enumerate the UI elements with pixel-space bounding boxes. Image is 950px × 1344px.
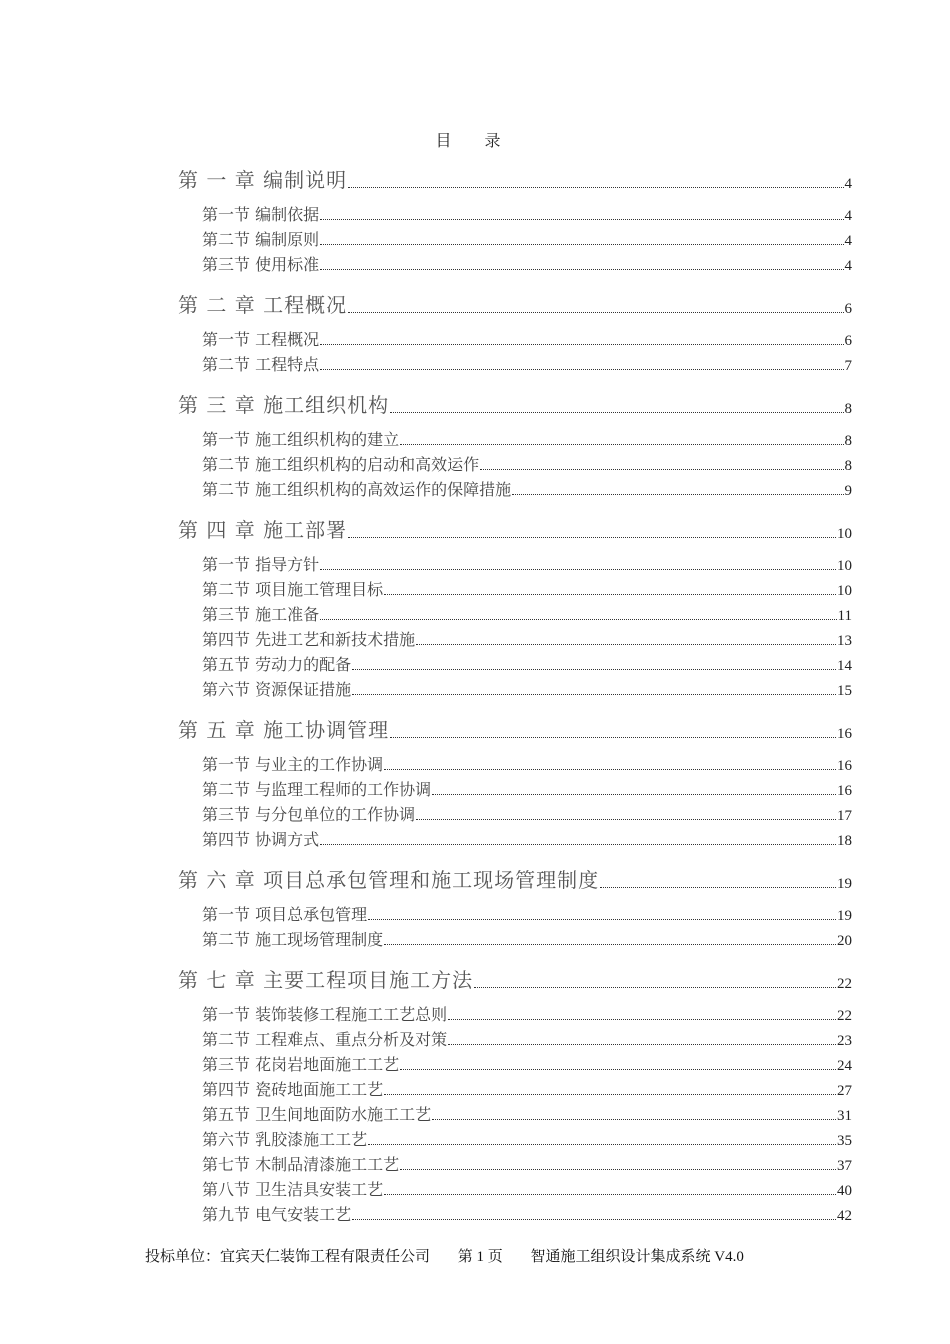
toc-entry-page: 42 [837, 1208, 852, 1224]
toc-entry-page: 37 [837, 1158, 852, 1174]
toc-chapter-entry [178, 165, 852, 193]
toc-section-entry [202, 478, 852, 500]
toc-entry-page: 8 [844, 458, 852, 474]
toc-entry-label: 第三节 使用标准 [202, 255, 320, 274]
toc-chapter-entry [178, 515, 852, 543]
toc-dot-leader [352, 669, 836, 670]
footer-system-name: 智通施工组织设计集成系统 V4.0 [530, 1249, 744, 1265]
toc-entry-label: 第 四 章 施工部署 [178, 518, 348, 542]
toc-dot-leader [384, 944, 836, 945]
toc-entry-label: 第二节 与监理工程师的工作协调 [202, 780, 432, 799]
toc-entry-label: 第 一 章 编制说明 [178, 168, 348, 192]
toc-dot-leader [400, 444, 843, 445]
toc-entry-label: 第 六 章 项目总承包管理和施工现场管理制度 [178, 868, 600, 892]
toc-section-entry [202, 803, 852, 825]
toc-chapter-entry [178, 290, 852, 318]
toc-entry-page: 40 [837, 1183, 852, 1199]
toc-section-entry [202, 578, 852, 600]
toc-section-entry [202, 653, 852, 675]
toc-section-entry [202, 328, 852, 350]
toc-section-entry [202, 1003, 852, 1025]
toc-entry-page: 24 [837, 1058, 852, 1074]
toc-section-entry [202, 678, 852, 700]
toc-dot-leader [320, 244, 843, 245]
toc-dot-leader [416, 819, 836, 820]
toc-dot-leader [432, 794, 836, 795]
toc-entry-label: 第三节 花岗岩地面施工工艺 [202, 1055, 400, 1074]
toc-section-entry [202, 928, 852, 950]
toc-dot-leader [320, 269, 843, 270]
toc-entry-label: 第二节 工程特点 [202, 355, 320, 374]
toc-dot-leader [320, 344, 843, 345]
toc-entry-page: 22 [837, 976, 852, 992]
toc-entry-page: 22 [837, 1008, 852, 1024]
toc-entry-page: 18 [837, 833, 852, 849]
toc-dot-leader [352, 1219, 836, 1220]
toc-entry-label: 第二节 施工组织机构的高效运作的保障措施 [202, 480, 512, 499]
toc-entry-page: 17 [837, 808, 852, 824]
toc-entry-page: 6 [844, 333, 852, 349]
toc-section-entry [202, 753, 852, 775]
toc-entry-label: 第六节 资源保证措施 [202, 680, 352, 699]
toc-dot-leader [474, 987, 836, 988]
toc-entry-label: 第二节 编制原则 [202, 230, 320, 249]
toc-dot-leader [400, 1169, 836, 1170]
toc-entry-page: 16 [837, 783, 852, 799]
toc-dot-leader [384, 1094, 836, 1095]
toc-entry-label: 第三节 施工准备 [202, 605, 320, 624]
toc-dot-leader [480, 469, 843, 470]
toc-entry-page: 6 [844, 301, 852, 317]
toc-dot-leader [390, 412, 843, 413]
toc-entry-label: 第一节 项目总承包管理 [202, 905, 368, 924]
page-footer [145, 1245, 768, 1266]
footer-bidder: 投标单位：宜宾天仁装饰工程有限责任公司 [145, 1249, 431, 1265]
toc-entry-page: 15 [837, 683, 852, 699]
toc-entry-page: 9 [844, 483, 852, 499]
toc-entry-label: 第二节 项目施工管理目标 [202, 580, 384, 599]
toc-entry-page: 4 [844, 176, 852, 192]
toc-entry-label: 第一节 与业主的工作协调 [202, 755, 384, 774]
toc-chapter-entry [178, 715, 852, 743]
toc-entry-page: 7 [844, 358, 852, 374]
toc-entry-label: 第一节 施工组织机构的建立 [202, 430, 400, 449]
toc-entry-page: 10 [837, 583, 852, 599]
toc-section-entry [202, 1128, 852, 1150]
footer-page-number: 第 1 页 [457, 1249, 503, 1265]
toc-section-entry [202, 778, 852, 800]
toc-section-entry [202, 1103, 852, 1125]
toc-entry-label: 第一节 装饰装修工程施工工艺总则 [202, 1005, 448, 1024]
toc-dot-leader [320, 219, 843, 220]
toc-dot-leader [448, 1019, 836, 1020]
toc-entry-label: 第 七 章 主要工程项目施工方法 [178, 968, 474, 992]
toc-entry-page: 20 [837, 933, 852, 949]
toc-dot-leader [416, 644, 836, 645]
toc-dot-leader [448, 1044, 836, 1045]
toc-entry-page: 8 [844, 433, 852, 449]
toc-entry-label: 第五节 劳动力的配备 [202, 655, 352, 674]
toc-title: 目 录 [435, 131, 515, 150]
toc-entry-label: 第六节 乳胶漆施工工艺 [202, 1130, 368, 1149]
toc-entry-label: 第九节 电气安装工艺 [202, 1205, 352, 1224]
toc-entry-page: 31 [837, 1108, 852, 1124]
toc-entry-label: 第八节 卫生洁具安装工艺 [202, 1180, 384, 1199]
toc-section-entry [202, 1053, 852, 1075]
toc-entry-page: 19 [837, 908, 852, 924]
toc-entry-label: 第三节 与分包单位的工作协调 [202, 805, 416, 824]
toc-entry-page: 10 [837, 558, 852, 574]
toc-section-entry [202, 1028, 852, 1050]
toc-dot-leader [320, 369, 843, 370]
toc-section-entry [202, 203, 852, 225]
toc-section-entry [202, 1153, 852, 1175]
toc-entry-label: 第二节 工程难点、重点分析及对策 [202, 1030, 448, 1049]
toc-entry-page: 4 [844, 233, 852, 249]
toc-entry-page: 11 [837, 608, 852, 624]
toc-entry-page: 16 [837, 758, 852, 774]
toc-entry-label: 第四节 瓷砖地面施工工艺 [202, 1080, 384, 1099]
toc-entry-label: 第 三 章 施工组织机构 [178, 393, 390, 417]
toc-entry-page: 19 [837, 876, 852, 892]
toc-dot-leader [390, 737, 836, 738]
toc-entry-label: 第一节 指导方针 [202, 555, 320, 574]
toc-entry-page: 23 [837, 1033, 852, 1049]
toc-entry-page: 4 [844, 208, 852, 224]
toc-entry-label: 第二节 施工组织机构的启动和高效运作 [202, 455, 480, 474]
toc-section-entry [202, 553, 852, 575]
toc-entry-page: 14 [837, 658, 852, 674]
toc-entry-label: 第五节 卫生间地面防水施工工艺 [202, 1105, 432, 1124]
toc-dot-leader [368, 919, 836, 920]
toc-section-entry [202, 1078, 852, 1100]
toc-entry-page: 27 [837, 1083, 852, 1099]
toc-dot-leader [348, 187, 843, 188]
toc-entry-label: 第四节 先进工艺和新技术措施 [202, 630, 416, 649]
toc-entry-page: 8 [844, 401, 852, 417]
toc-entry-page: 4 [844, 258, 852, 274]
toc-entry-label: 第七节 木制品清漆施工工艺 [202, 1155, 400, 1174]
toc-entry-label: 第二节 施工现场管理制度 [202, 930, 384, 949]
toc-entry-page: 35 [837, 1133, 852, 1149]
toc-section-entry [202, 903, 852, 925]
toc-dot-leader [320, 569, 836, 570]
toc-entry-label: 第 二 章 工程概况 [178, 293, 348, 317]
toc-dot-leader [512, 494, 843, 495]
toc-section-entry [202, 228, 852, 250]
toc-dot-leader [384, 1194, 836, 1195]
toc-section-entry [202, 603, 852, 625]
toc-dot-leader [320, 844, 836, 845]
toc-section-entry [202, 253, 852, 275]
toc-section-entry [202, 353, 852, 375]
toc-section-entry [202, 428, 852, 450]
toc-entry-page: 13 [837, 633, 852, 649]
toc-chapter-entry [178, 865, 852, 893]
toc-dot-leader [400, 1069, 836, 1070]
toc-entry-label: 第一节 编制依据 [202, 205, 320, 224]
toc-entry-page: 16 [837, 726, 852, 742]
toc-dot-leader [320, 619, 836, 620]
toc-dot-leader [348, 312, 843, 313]
toc-dot-leader [432, 1119, 836, 1120]
toc-dot-leader [384, 769, 836, 770]
toc-entry-label: 第四节 协调方式 [202, 830, 320, 849]
toc-section-entry [202, 828, 852, 850]
toc-section-entry [202, 1203, 852, 1225]
toc-section-entry [202, 628, 852, 650]
toc-entry-page: 10 [837, 526, 852, 542]
toc-section-entry [202, 453, 852, 475]
toc-dot-leader [368, 1144, 836, 1145]
toc-chapter-entry [178, 390, 852, 418]
toc-dot-leader [352, 694, 836, 695]
toc-dot-leader [348, 537, 836, 538]
toc-dot-leader [384, 594, 836, 595]
toc-dot-leader [600, 887, 836, 888]
toc-section-entry [202, 1178, 852, 1200]
toc-entry-label: 第一节 工程概况 [202, 330, 320, 349]
toc-chapter-entry [178, 965, 852, 993]
toc-entry-label: 第 五 章 施工协调管理 [178, 718, 390, 742]
